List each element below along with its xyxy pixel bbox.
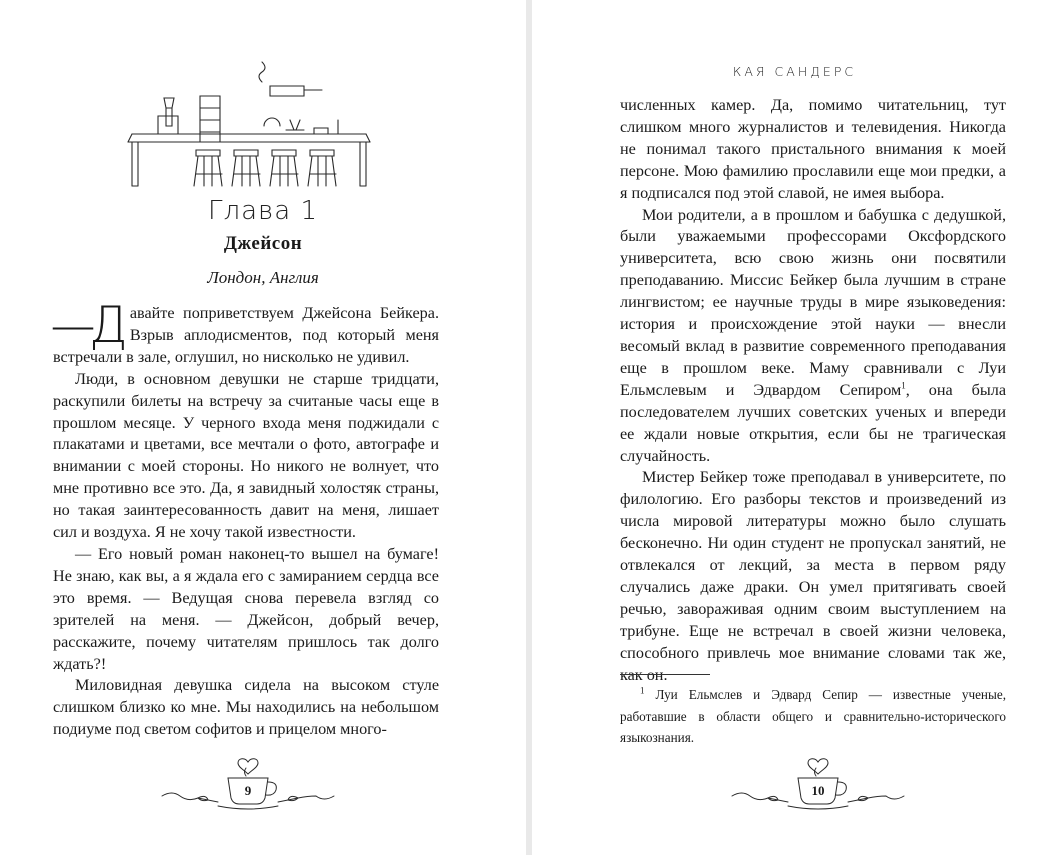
footnote [620, 684, 1006, 749]
paragraph: Миловидная девушка сидела на высоком стуле слишком близко ко мне. Мы находились на небольшом подиуме под светом софитов и прицелом много- [53, 676, 439, 739]
running-head-author: КАЯ САНДЕРС [732, 64, 857, 79]
footnote-text: Луи Ельмслев и Эдвард Сепир — известные ученые, работавшие в области общего и сравнительно-исторического языкознания. [620, 687, 1007, 745]
paragraph-continuation: численных камер. Да, помимо читательниц, тут слишком много журналистов и телевидения. Никогда не понимал такого пристального внимания к моей персоне. Мою фамилию прославили еще мои предки, а я подписался под этой славой, не имея выбора. [620, 96, 1006, 202]
chapter-heading: Джейсон [223, 233, 303, 254]
dropcap-letter: Д [89, 296, 128, 354]
paragraph-text: , она была последователем лучших советских ученых и впереди ее ждали новые открытия, если бы не трагическая случайность. [620, 380, 1006, 465]
paragraph: Мистер Бейкер тоже преподавал в университете, по филологию. Его разборы текстов и произведений из числа мировой литературы можно было слушать бесконечно. Ни один студент не пропускал занятий, не отвлекался от лекций, за места в первом ряду случались даже драки. Он умел притягивать своей речью, завораживая одним своим выступлением на трибуне. Еще не встречал в своей жизни человека, способного привлечь мое внимание словами так же, как он. [620, 468, 1006, 684]
right-body-text [620, 95, 1006, 686]
page-number: 10 [811, 783, 825, 798]
kitchen-bar-illustration [124, 60, 374, 190]
page-number-ornament [728, 748, 908, 818]
dropcap-dash: — [53, 302, 93, 347]
chapter-title: Глава 1 [207, 196, 318, 226]
paragraph: Люди, в основном девушки не старше тридцати, раскупили билеты на встречу за считаные часы еще в прошлом месяце. У черного входа меня поджидали с плакатами и цветами, все мечтали о фото, автографе и внимании с моей стороны. Но никого не волнует, что мне противно все это. Да, я завидный холостяк страны, но такая заинтересованность давит на меня, лишает сил и воздуха. Я не хочу такой известности. [53, 369, 439, 542]
footnote-reference: 1 [901, 380, 906, 391]
paragraph-with-footnote [620, 205, 1006, 468]
opening-paragraph [53, 296, 439, 369]
opening-text: авайте поприветствуем Джейсона Бейкера. Взрыв аплодисментов, под который меня встречали в зале, оглушил, но нисколько не удивил. [53, 304, 439, 366]
paragraph-text: Мои родители, а в прошлом и бабушка с дедушкой, были уважаемыми профессорами Оксфордского университета, всю свою жизнь они посвятили преподаванию. Миссис Бейкер была лучшим в стране лингвистом; ее научные труды в мире языковедения: история и происхождение этой науки — внесли весомый вклад в развитие современного преподавания еще в прошлом веке. Маму сравнивали с Луи Ельмслевым и Эдвардом Сепиром [620, 205, 1006, 399]
left-body-text [53, 296, 439, 741]
page-number: 9 [244, 783, 252, 798]
paragraph: — Его новый роман наконец-то вышел на бумаге! Не знаю, как вы, а я ждала его с замиранием сердца все это время. — Ведущая снова перевела взгляд со зрителей на меня. — Джейсон, добрый вечер, расскажите, почему читателям пришлось так долго ждать?! [53, 544, 439, 673]
left-page [0, 0, 526, 855]
footnote-marker: 1 [640, 685, 645, 696]
page-number-ornament [158, 748, 338, 818]
chapter-location: Лондон, Англия [207, 268, 319, 287]
footnote-divider [620, 674, 710, 675]
